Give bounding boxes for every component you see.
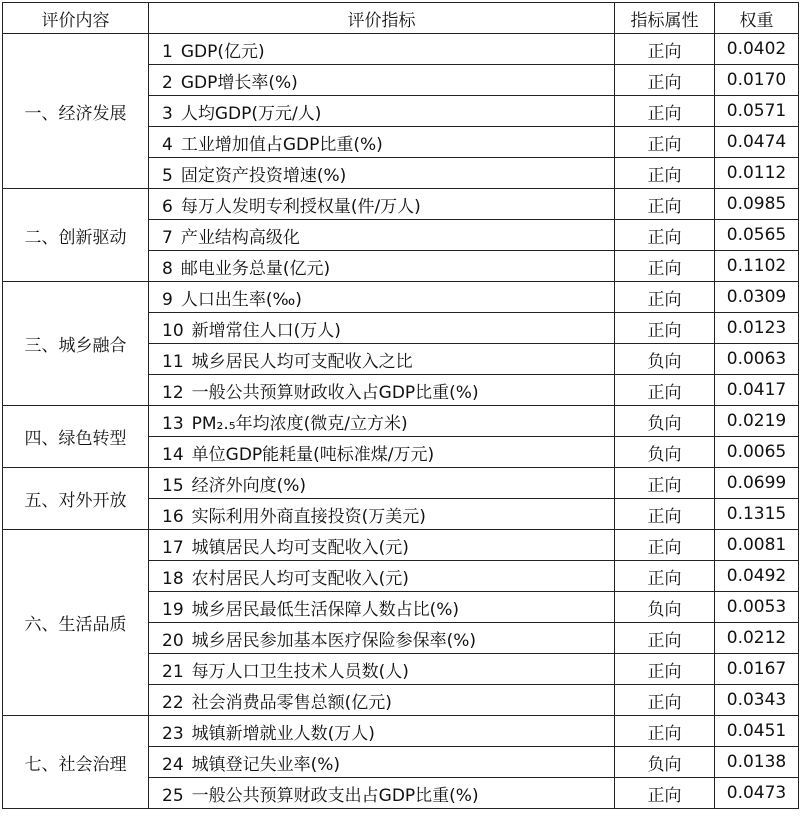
indicator-number: 8 (162, 258, 173, 279)
indicator-number: 17 (162, 537, 184, 558)
indicator-cell (149, 468, 615, 499)
indicator-number: 22 (162, 692, 184, 713)
indicator-number: 25 (162, 785, 184, 806)
indicator-name: 每万人口卫生技术人员数(人) (191, 661, 409, 682)
indicator-cell (149, 34, 615, 65)
weight-cell: 0.1102 (715, 251, 799, 282)
direction-cell: 正向 (615, 685, 715, 716)
indicator-name: 人均GDP(万元/人) (180, 103, 322, 124)
direction-cell: 正向 (615, 716, 715, 747)
indicator-name: 实际利用外商直接投资(万美元) (191, 506, 426, 527)
indicator-cell (149, 530, 615, 561)
indicator-name: 单位GDP能耗量(吨标准煤/万元) (191, 444, 435, 465)
indicator-cell (149, 220, 615, 251)
indicator-name: 城乡居民最低生活保障人数占比(%) (191, 599, 460, 620)
table-header-row (3, 3, 799, 34)
weight-cell: 0.0170 (715, 65, 799, 96)
direction-cell: 正向 (615, 96, 715, 127)
direction-cell: 负向 (615, 437, 715, 468)
table-row (3, 716, 799, 747)
indicator-number: 19 (162, 599, 184, 620)
indicator-number: 21 (162, 661, 184, 682)
direction-cell: 正向 (615, 530, 715, 561)
indicator-cell (149, 406, 615, 437)
indicator-number: 20 (162, 630, 184, 651)
category-cell: 六、生活品质 (3, 530, 149, 716)
indicator-name: 城乡居民参加基本医疗保险参保率(%) (191, 630, 477, 651)
weight-cell: 0.0474 (715, 127, 799, 158)
indicator-number: 7 (162, 227, 173, 248)
indicator-number: 5 (162, 165, 173, 186)
indicator-cell (149, 778, 615, 809)
table-body (3, 34, 799, 809)
indicator-number: 11 (162, 351, 184, 372)
indicator-cell (149, 592, 615, 623)
weight-cell: 0.0699 (715, 468, 799, 499)
weight-cell: 0.0343 (715, 685, 799, 716)
indicator-name: 一般公共预算财政收入占GDP比重(%) (191, 382, 479, 403)
weight-cell: 0.1315 (715, 499, 799, 530)
weight-cell: 0.0985 (715, 189, 799, 220)
direction-cell: 负向 (615, 406, 715, 437)
indicator-cell (149, 747, 615, 778)
indicator-number: 4 (162, 134, 173, 155)
indicator-name: 新增常住人口(万人) (191, 320, 341, 341)
indicator-cell (149, 375, 615, 406)
weight-cell: 0.0571 (715, 96, 799, 127)
indicator-cell (149, 127, 615, 158)
table-row (3, 282, 799, 313)
indicator-number: 13 (162, 413, 184, 434)
indicator-cell (149, 189, 615, 220)
indicator-cell (149, 251, 615, 282)
table-row (3, 189, 799, 220)
indicator-number: 24 (162, 754, 184, 775)
indicator-cell (149, 499, 615, 530)
weight-cell: 0.0492 (715, 561, 799, 592)
direction-cell: 正向 (615, 623, 715, 654)
header-category: 评价内容 (3, 3, 149, 34)
weight-cell: 0.0417 (715, 375, 799, 406)
direction-cell: 正向 (615, 282, 715, 313)
weight-cell: 0.0451 (715, 716, 799, 747)
category-cell: 三、城乡融合 (3, 282, 149, 406)
weight-cell: 0.0123 (715, 313, 799, 344)
indicator-cell (149, 437, 615, 468)
indicator-number: 6 (162, 196, 173, 217)
category-cell: 一、经济发展 (3, 34, 149, 189)
indicator-name: 固定资产投资增速(%) (180, 165, 347, 186)
weight-cell: 0.0219 (715, 406, 799, 437)
weight-cell: 0.0212 (715, 623, 799, 654)
category-cell: 五、对外开放 (3, 468, 149, 530)
indicator-name: 城镇居民人均可支配收入(元) (191, 537, 409, 558)
weight-cell: 0.0565 (715, 220, 799, 251)
direction-cell: 正向 (615, 778, 715, 809)
indicator-name: 一般公共预算财政支出占GDP比重(%) (191, 785, 479, 806)
indicator-cell (149, 716, 615, 747)
indicator-cell (149, 158, 615, 189)
indicator-number: 9 (162, 289, 173, 310)
weight-cell: 0.0473 (715, 778, 799, 809)
indicator-number: 10 (162, 320, 184, 341)
indicator-number: 15 (162, 475, 184, 496)
indicator-name: 人口出生率(‰) (180, 289, 302, 310)
indicator-cell (149, 685, 615, 716)
indicator-number: 18 (162, 568, 184, 589)
direction-cell: 正向 (615, 468, 715, 499)
indicator-number: 2 (162, 72, 173, 93)
indicator-name: 城乡居民人均可支配收入之比 (191, 351, 413, 372)
header-indicator: 评价指标 (149, 3, 615, 34)
indicator-number: 23 (162, 723, 184, 744)
weight-cell: 0.0138 (715, 747, 799, 778)
table-row (3, 530, 799, 561)
indicator-name: 邮电业务总量(亿元) (180, 258, 331, 279)
indicator-name: 农村居民人均可支配收入(元) (191, 568, 409, 589)
indicator-number: 16 (162, 506, 184, 527)
direction-cell: 正向 (615, 127, 715, 158)
indicator-number: 14 (162, 444, 184, 465)
indicator-name: 每万人发明专利授权量(件/万人) (180, 196, 421, 217)
direction-cell: 负向 (615, 592, 715, 623)
weight-cell: 0.0063 (715, 344, 799, 375)
table-row (3, 406, 799, 437)
weight-cell: 0.0402 (715, 34, 799, 65)
direction-cell: 正向 (615, 158, 715, 189)
direction-cell: 正向 (615, 220, 715, 251)
indicator-cell (149, 561, 615, 592)
indicator-cell (149, 96, 615, 127)
direction-cell: 正向 (615, 189, 715, 220)
indicator-number: 1 (162, 41, 173, 62)
direction-cell: 正向 (615, 65, 715, 96)
direction-cell: 负向 (615, 344, 715, 375)
header-direction: 指标属性 (615, 3, 715, 34)
indicator-name: 工业增加值占GDP比重(%) (180, 134, 383, 155)
indicator-name: PM₂.₅年均浓度(微克/立方米) (191, 413, 408, 434)
indicator-cell (149, 65, 615, 96)
table-row (3, 34, 799, 65)
indicator-number: 12 (162, 382, 184, 403)
table-row (3, 468, 799, 499)
direction-cell: 正向 (615, 561, 715, 592)
direction-cell: 正向 (615, 251, 715, 282)
category-cell: 二、创新驱动 (3, 189, 149, 282)
indicator-cell (149, 344, 615, 375)
weight-cell: 0.0112 (715, 158, 799, 189)
direction-cell: 正向 (615, 654, 715, 685)
indicator-name: 经济外向度(%) (191, 475, 307, 496)
header-weight: 权重 (715, 3, 799, 34)
indicator-cell (149, 654, 615, 685)
indicator-number: 3 (162, 103, 173, 124)
indicator-name: 城镇登记失业率(%) (191, 754, 341, 775)
indicator-name: GDP增长率(%) (180, 72, 298, 93)
weight-cell: 0.0309 (715, 282, 799, 313)
direction-cell: 负向 (615, 747, 715, 778)
indicator-cell (149, 623, 615, 654)
indicator-name: 社会消费品零售总额(亿元) (191, 692, 392, 713)
weight-cell: 0.0167 (715, 654, 799, 685)
indicator-cell (149, 282, 615, 313)
evaluation-index-table (2, 2, 799, 809)
direction-cell: 正向 (615, 313, 715, 344)
direction-cell: 正向 (615, 499, 715, 530)
indicator-cell (149, 313, 615, 344)
weight-cell: 0.0053 (715, 592, 799, 623)
category-cell: 七、社会治理 (3, 716, 149, 809)
direction-cell: 正向 (615, 34, 715, 65)
weight-cell: 0.0081 (715, 530, 799, 561)
indicator-name: 城镇新增就业人数(万人) (191, 723, 375, 744)
indicator-name: GDP(亿元) (180, 41, 265, 62)
category-cell: 四、绿色转型 (3, 406, 149, 468)
weight-cell: 0.0065 (715, 437, 799, 468)
indicator-name: 产业结构高级化 (180, 227, 300, 248)
direction-cell: 正向 (615, 375, 715, 406)
